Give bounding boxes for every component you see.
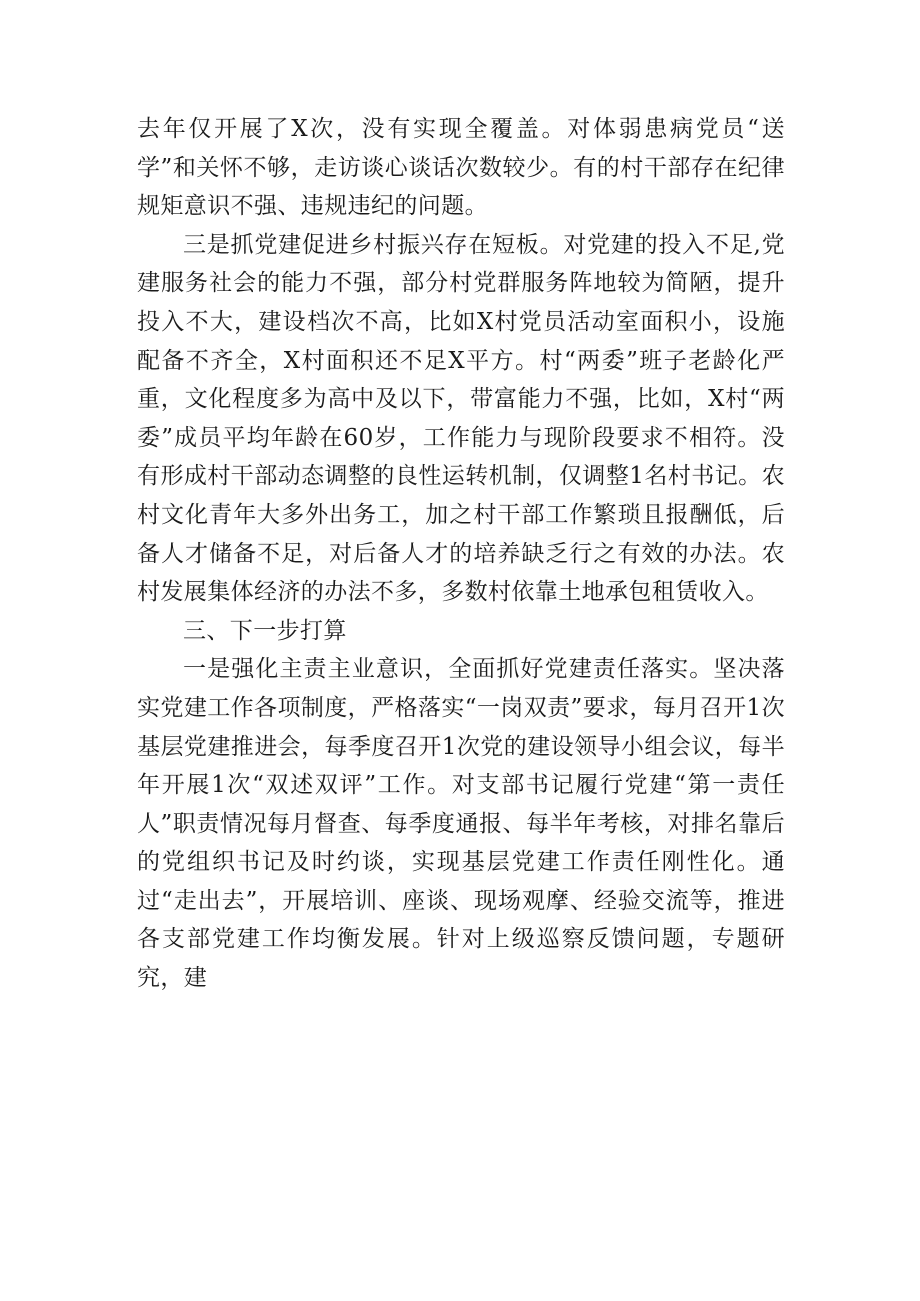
section-heading-next-steps: 三、下一步打算	[183, 617, 347, 644]
paragraph-continuation: 去年仅开展了X次，没有实现全覆盖。对体弱患病党员“送学”和关怀不够，走访谈心谈话次数较少。有的村干部存在纪律规矩意识不强、违规违纪的问题。	[137, 116, 785, 220]
paragraph-strengthen-responsibility: 一是强化主责主业意识，全面抓好党建责任落实。坚决落实党建工作各项制度，严格落实“一岗双责”要求，每月召开1次基层党建推进会，每季度召开1次党的建设领导小组会议，每半年开展1次“双述双评”工作。对支部书记履行党建“第一责任人”职责情况每月督查、每季度通报、每半年考核，对排名靠后的党组织书记及时约谈，实现基层党建工作责任刚性化。通过“走出去”，开展培训、座谈、现场观摩、经验交流等，推进各支部党建工作均衡发展。针对上级巡察反馈问题，专题研究，建	[137, 656, 785, 992]
paragraph-rural-revitalization-shortfall: 三是抓党建促进乡村振兴存在短板。对党建的投入不足,党建服务社会的能力不强，部分村党群服务阵地较为简陋，提升投入不大，建设档次不高，比如X村党员活动室面积小，设施配备不齐全，X村面积还不足X平方。村“两委”班子老龄化严重，文化程度多为高中及以下，带富能力不强，比如，X村“两委”成员平均年龄在60岁，工作能力与现阶段要求不相符。没有形成村干部动态调整的良性运转机制，仅调整1名村书记。农村文化青年大多外出务工，加之村干部工作繁琐且报酬低，后备人才储备不足，对后备人才的培养缺乏行之有效的办法。农村发展集体经济的办法不多，多数村依靠土地承包租赁收入。	[137, 231, 785, 606]
document-body	[137, 110, 785, 998]
